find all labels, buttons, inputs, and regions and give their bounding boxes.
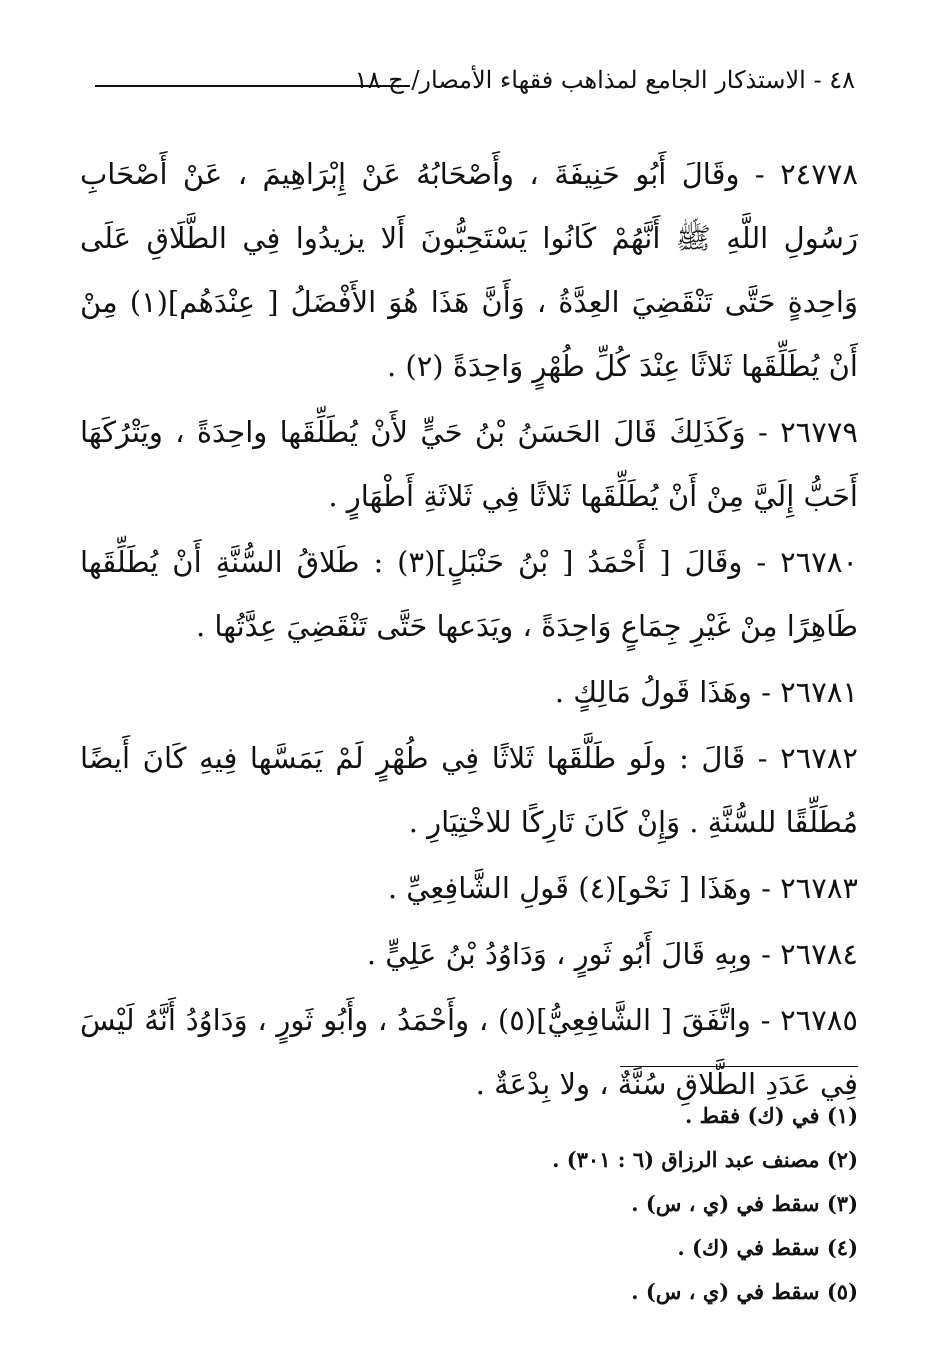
- paragraph-26784: ٢٦٧٨٤ - وبِهِ قَالَ أَبُو ثَورٍ ، وَدَاوُدُ بْنُ عَلِيٍّ .: [366, 937, 858, 971]
- footnote-3: (٣) سقط في (ي ، س) .: [631, 1191, 858, 1216]
- paragraph-26785: ٢٦٧٨٥ - واتَّفَقَ [ الشَّافِعِيُّ](٥) ، وأَحْمَدُ ، وأَبُو ثَورٍ ، وَدَاوُدُ أَنَّهُ لَيْسَ فِي عَدَدِ الطَّلاقِ سُنَّةٌ ، ولا بِدْعَةٌ .: [80, 1003, 858, 1101]
- paragraph-26781: ٢٦٧٨١ - وهَذَا قَولُ مَالِكٍ .: [554, 675, 858, 709]
- running-header: [95, 62, 855, 106]
- footnote-1: (١) في (ك) فقط .: [684, 1103, 858, 1128]
- footnote-4: (٤) سقط في (ك) .: [677, 1235, 858, 1260]
- paragraph-26778: ٢٤٧٧٨ - وقَالَ أَبُو حَنِيفَةَ ، وأَصْحَابُهُ عَنْ إِبْرَاهِيمَ ، عَنْ أَصْحَابِ رَسُولِ اللَّهِ ﷺ أَنَّهُمْ كَانُوا يَسْتَحِبُّونَ أَلا يزيدُوا فِي الطَّلَاقِ عَلَى وَاحِدةٍ حَتَّى تَنْقَضِيَ العِدَّةُ ، وَأَنَّ هَذَا هُوَ الأَفْضَلُ [ عِنْدَهُم](١) مِنْ أَنْ يُطَلِّقَها ثَلاثًا عِنْدَ كُلِّ طُهْرٍ وَاحِدَةً (٢) .: [80, 157, 858, 383]
- paragraph-26779: ٢٦٧٧٩ - وَكَذَلِكَ قَالَ الحَسَنُ بْنُ حَيٍّ لأَنْ يُطَلِّقَها واحِدَةً ، ويَتْرُكَهَا أَحَبُّ إِلَيَّ مِنْ أَنْ يُطَلِّقَها ثَلاثًا فِي ثَلاثَةِ أَطْهَارٍ .: [80, 415, 858, 513]
- footnotes: [200, 1094, 858, 1314]
- paragraph-26782: ٢٦٧٨٢ - قَالَ : ولَو طَلَّقَها ثَلاثًا فِي طُهْرٍ لَمْ يَمَسَّها فِيهِ كَانَ أَيضًا مُطَلِّقًا للسُّنَّةِ . وَإِنْ كَانَ تَارِكًا للاخْتِيَارِ .: [80, 741, 859, 839]
- footnote-2: (٢) مصنف عبد الرزاق (٦ : ٣٠١) .: [552, 1147, 858, 1172]
- header-title: ٤٨ - الاستذكار الجامع لمذاهب فقهاء الأمصار/ ج ١٨: [354, 66, 855, 94]
- header-rule: [95, 85, 410, 87]
- paragraph-26783: ٢٦٧٨٣ - وهَذَا [ نَحْو](٤) قَولِ الشَّافِعِيِّ .: [387, 871, 858, 905]
- footnote-separator: [620, 1066, 858, 1067]
- main-text: [80, 142, 858, 1118]
- paragraph-26780: ٢٦٧٨٠ - وقَالَ [ أَحْمَدُ [ بْنُ حَنْبَلٍ](٣) : طَلاقُ السُّنَّةِ أَنْ يُطَلِّقَها طَاهِرًا مِنْ غَيْرِ جِمَاعٍ وَاحِدَةً ، ويَدَعها حَتَّى تَنْقَضِيَ عِدَّتُها .: [80, 545, 858, 643]
- footnote-5: (٥) سقط في (ي ، س) .: [631, 1279, 858, 1304]
